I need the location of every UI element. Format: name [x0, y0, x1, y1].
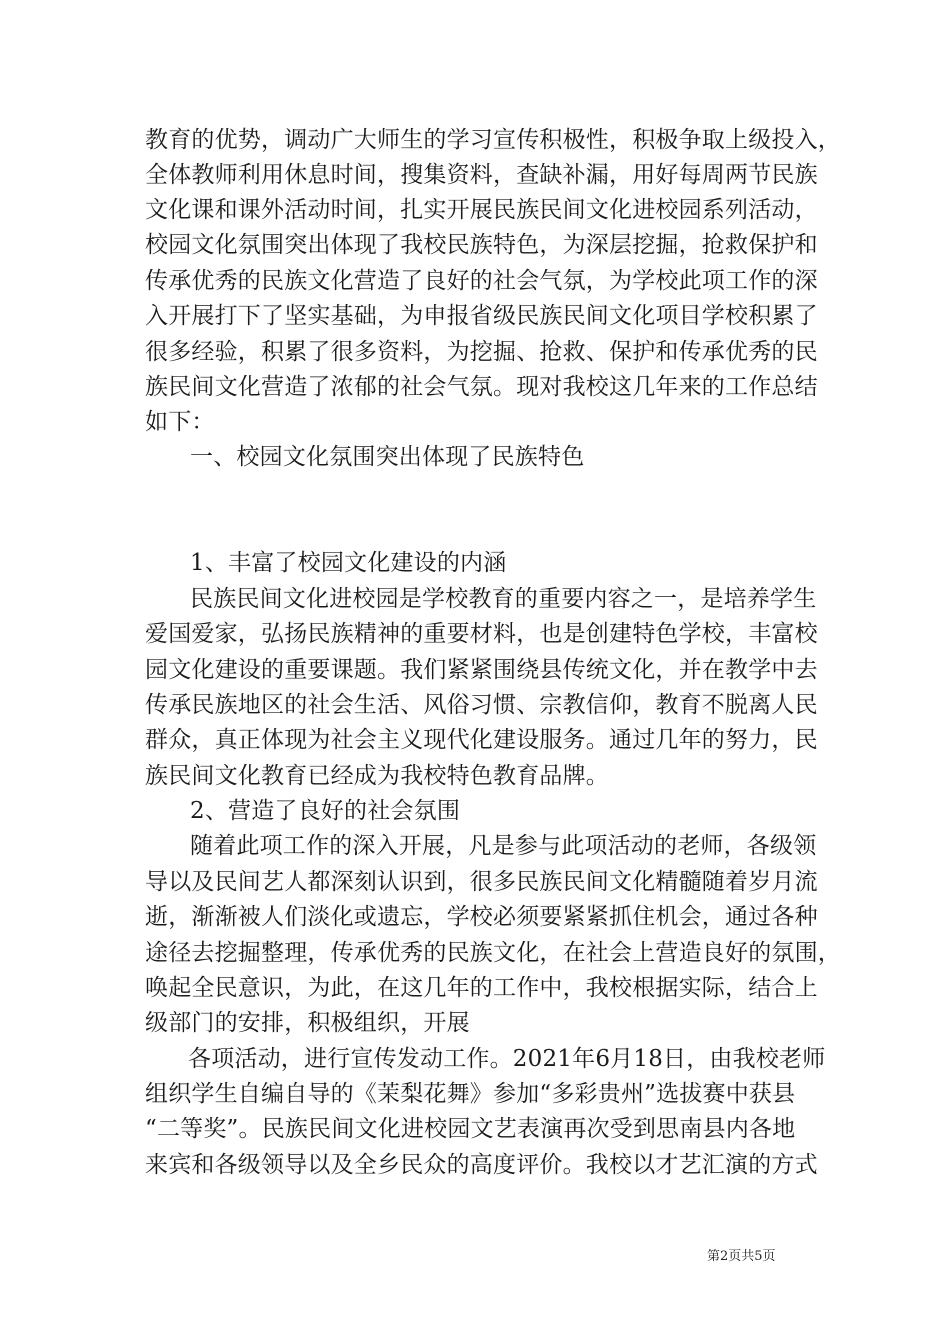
paragraph-line: 传承优秀的民族文化营造了良好的社会气氛，为学校此项工作的深	[145, 268, 818, 294]
section-heading: 一、校园文化氛围突出体现了民族特色	[190, 444, 585, 470]
paragraph-line: “二等奖”。民族民间文化进校园文艺表演再次受到思南县内各地	[145, 1116, 796, 1142]
paragraph-line: 如下：	[145, 409, 215, 435]
paragraph-line: 途径去挖掘整理，传承优秀的民族文化，在社会上营造良好的氛围，	[145, 940, 841, 966]
paragraph-line: 族民间文化营造了浓郁的社会气氛。现对我校这几年来的工作总结	[145, 374, 818, 400]
paragraph-line: 逝，渐渐被人们淡化或遗忘，学校必须要紧紧抓住机会，通过各种	[145, 904, 818, 930]
subsection-heading: 1、丰富了校园文化建设的内涵	[190, 550, 507, 576]
paragraph-line: 传承民族地区的社会生活、风俗习惯、宗教信仰，教育不脱离人民	[145, 692, 818, 718]
page-number: 第2页共5页	[707, 1249, 776, 1264]
paragraph-line: 全体教师利用休息时间，搜集资料，查缺补漏，用好每周两节民族	[145, 162, 818, 188]
paragraph-line: 教育的优势，调动广大师生的学习宣传积极性，积极争取上级投入，	[145, 127, 841, 153]
paragraph-line: 入开展打下了坚实基础，为申报省级民族民间文化项目学校积累了	[145, 303, 818, 329]
subsection-heading: 2、营造了良好的社会氛围	[190, 798, 461, 824]
paragraph-line: 各项活动，进行宣传发动工作。2021年6月18日，由我校老师	[188, 1046, 826, 1072]
paragraph-line: 随着此项工作的深入开展，凡是参与此项活动的老师，各级领	[190, 833, 817, 859]
paragraph-line: 群众，真正体现为社会主义现代化建设服务。通过几年的努力，民	[145, 727, 818, 753]
paragraph-line: 校园文化氛围突出体现了我校民族特色，为深层挖掘，抢救保护和	[145, 232, 818, 258]
paragraph-line: 唤起全民意识，为此，在这几年的工作中，我校根据实际，结合上	[145, 975, 818, 1001]
paragraph-line: 组织学生自编自导的《茉梨花舞》参加“多彩贵州”选拔赛中获县	[145, 1081, 796, 1107]
paragraph-line: 级部门的安排，积极组织，开展	[145, 1010, 470, 1036]
paragraph-line: 来宾和各级领导以及全乡民众的高度评价。我校以才艺汇演的方式	[145, 1152, 818, 1178]
paragraph-line: 很多经验，积累了很多资料，为挖掘、抢救、保护和传承优秀的民	[145, 339, 818, 365]
paragraph-line: 导以及民间艺人都深刻认识到，很多民族民间文化精髓随着岁月流	[145, 869, 818, 895]
paragraph-line: 族民间文化教育已经成为我校特色教育品牌。	[145, 763, 609, 789]
paragraph-line: 爱国爱家，弘扬民族精神的重要材料，也是创建特色学校，丰富校	[145, 621, 818, 647]
paragraph-line: 园文化建设的重要课题。我们紧紧围绕县传统文化，并在教学中去	[145, 657, 818, 683]
paragraph-line: 文化课和课外活动时间，扎实开展民族民间文化进校园系列活动，	[145, 197, 818, 223]
paragraph-line: 民族民间文化进校园是学校教育的重要内容之一，是培养学生	[190, 586, 817, 612]
